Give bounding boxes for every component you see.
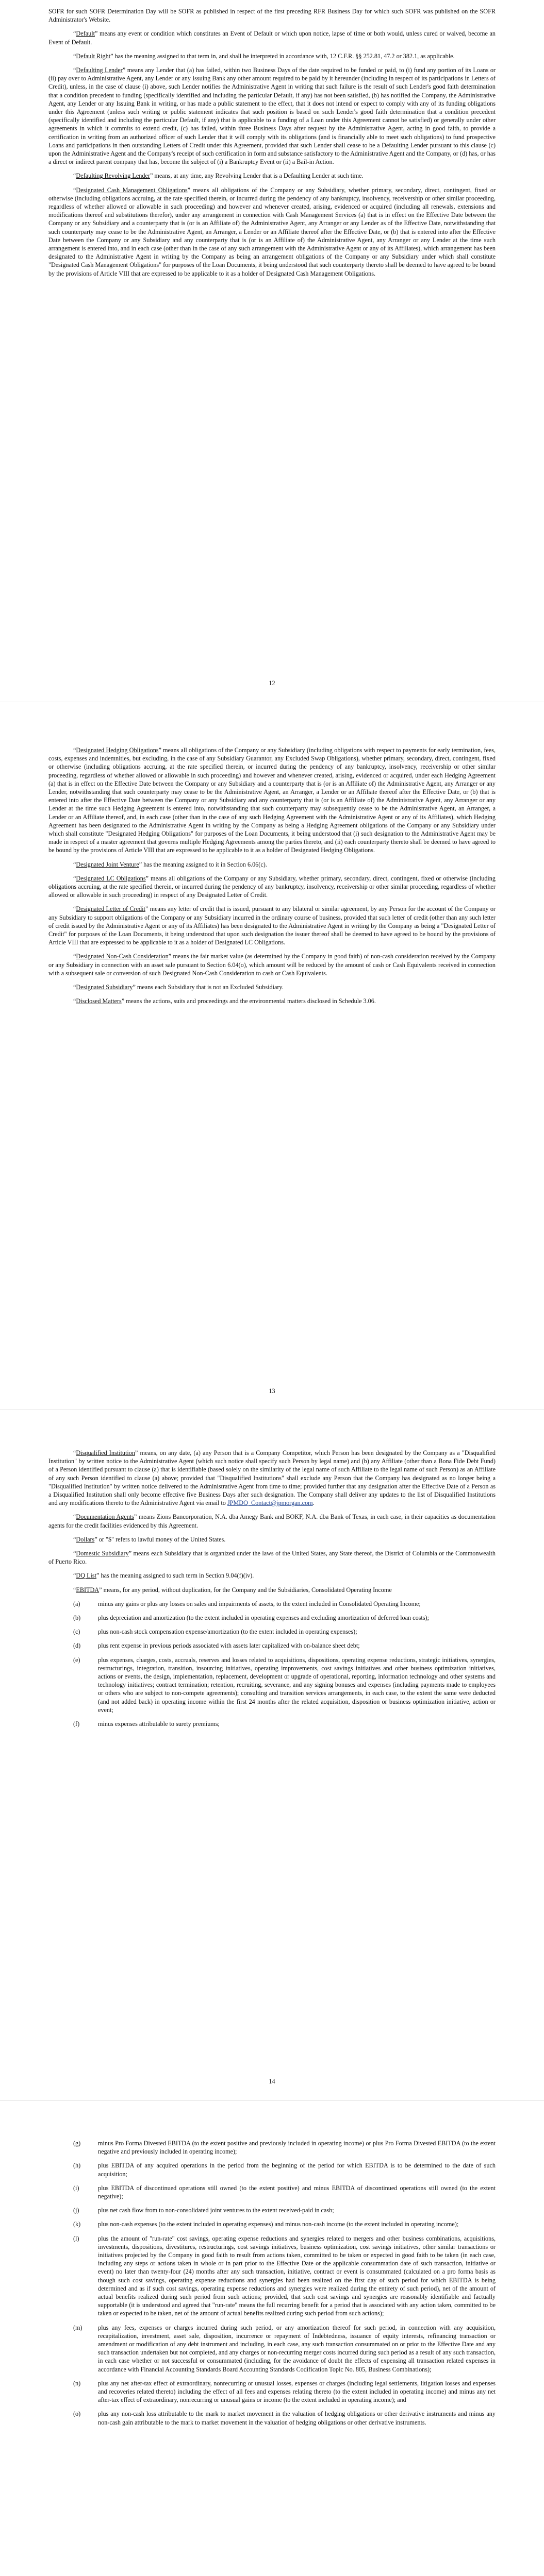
def-default-right: “Default Right” has the meaning assigned to that term in, and shall be interpreted in accordance with, 12 C.F.R. §§ 252.81, 47.2 or 382.1, as applicable. (73, 52, 455, 60)
list-item: (n) plus any net after-tax effect of extraordinary, nonrecurring or unusual losses, expenses or charges (including legal settlements, litigation losses and expenses and recoveries related thereto) including the effect of all fees and expenses relating thereto (to the extent included in operating income) and minus any net after-tax effect of extraordinary, nonrecurring or unusual gains or income (to the extent included in operating income); and (73, 2379, 496, 2404)
def-designated-lc-obligations: “Designated LC Obligations” means all obligations of the Company or any Subsidiary, whether primary, secondary, direct, contingent, fixed or otherwise (including obligations accruing, at the rate specified therein, or incurred during the pendency of any bankruptcy, insolvency, receivership or other similar proceeding, regardless of whether allowed or allowable in such proceeding) in respect of any Designated Letter of Credit. (48, 874, 496, 899)
def-defaulting-revolving-lender: “Defaulting Revolving Lender” means, at any time, any Revolving Lender that is a Defaulting Lender at such time. (73, 172, 364, 180)
def-designated-cash-management: “Designated Cash Management Obligations” means all obligations of the Company or any Subsidiary, whether primary, secondary, direct, contingent, fixed or otherwise (including obligations accruing, at the rate specified therein, or incurred during the pendency of any bankruptcy, insolvency, receivership or other similar proceeding, regardless of whether allowed or allowable in such proceeding) and however and whenever created, arising, evidenced or acquired (including all renewals, extensions and modifications thereof and substitutions therefor), under any arrangement in connection with Cash Management Services (a) that is in effect on the Effective Date between the Company or any Subsidiary and a counterparty that is (or is an Affiliate of) the Administrative Agent, any Arranger or any Lender as of the Effective Date, notwithstanding that such counterparty may cease to be the Administrative Agent, an Arranger, a Lender or an Affiliate thereof after the Effective Date, or (b) that is entered into after the Effective Date between the Company or any Subsidiary and any counterparty that is (or is an Affiliate of) the Administrative Agent, any Arranger or any Lender at the time such arrangement is entered into, and in each case (other than in the case of any such arrangement with the Administrative Agent or any of its Affiliates), which arrangement has been designated to the Administrative Agent in writing by the Company as being an arrangement obligations of the Company or any Subsidiary under which shall constitute "Designated Cash Management Obligations" for purposes of the Loan Documents, it being understood that such counterparty thereto shall be deemed to have agreed to be bound by the provisions of Article VIII that are expressed to be applicable to it as a holder of Designated Cash Management Obligations. (48, 186, 496, 277)
def-disqualified-institution: “Disqualified Institution” means, on any date, (a) any Person that is a Company Competitor, which Person has been designated by the Company as a "Disqualified Institution" by written notice to the Administrative Agent (which such notice shall specify such Person by legal name) and (b) any Affiliate (other than a Bona Fide Debt Fund) of a Person identified pursuant to clause (a) that is identifiable (based solely on the similarity of the legal name of such Affiliate to the legal name of such Person) as an Affiliate of any such Person identified to clause (a) above; provided that "Disqualified Institutions" shall exclude any Person that the Company has designated as no longer being a "Disqualified Institution" by written notice delivered to the Administrative Agent from time to time; provided further that any designation after the Effective Date of a Person as a Disqualified Institution shall only become effective five Business Days after such designation. The Company shall deliver any updates to the list of Disqualified Institutions and any modifications thereto to the Administrative Agent via email to JPMDQ_Contact@jpmorgan.com. (48, 1449, 496, 1507)
page-12 (48, 7, 496, 283)
list-item: (o) plus any non-cash loss attributable to the mark to market movement in the valuation of hedging obligations or other derivative instruments and minus any non-cash gain attributable to the mark to market movement in the valuation of hedging obligations or other derivative instruments. (73, 2410, 496, 2426)
def-designated-jv: “Designated Joint Venture” has the meaning assigned to it in Section 6.06(c). (73, 860, 267, 868)
list-item: (e) plus expenses, charges, costs, accruals, reserves and losses related to acquisitions, dispositions, operating expense reductions, strategic initiatives, synergies, restructurings, integration, transition, insourcing initiatives, operating improvements, cost savings initiatives and other business optimization initiatives, actions or events, the design, implementation, replacement, development or upgrade of operational, reporting, information technology and other systems and technology initiatives; contract termination; retention, recruiting, severance, and any signing bonuses and expenses (including payments made to employees or others who are subject to non-compete agreements); consulting and transition services arrangements, in each case, to the extent the same were deducted (and not added back) in operating income within the first 24 months after the related acquisition, disposition or business optimization initiative, action or event; (73, 1656, 496, 1714)
def-defaulting-lender: “Defaulting Lender” means any Lender that (a) has failed, within two Business Days of the date required to be funded or paid, to (i) fund any portion of its Loans or (ii) pay over to Administrative Agent, any Lender or any Issuing Bank any other amount required to be paid by it hereunder (including in respect of its participations in Letters of Credit), unless, in the case of clause (i) above, such Lender notifies the Administrative Agent in writing that such failure is the result of such Lender's good faith determination that a condition precedent to funding (specifically identified and including the particular Default, if any) has not been satisfied, (b) has notified the Company, the Administrative Agent, any Lender or any Issuing Bank in writing, or has made a public statement to the effect, that it does not intend or expect to comply with any of its funding obligations under this Agreement (unless such writing or public statement indicates that such position is based on such Lender's good faith determination that a condition precedent (specifically identified and including the particular Default, if any) that is applicable to a funding of a Loan under this Agreement cannot be satisfied) or generally under other agreements in which it commits to extend credit, (c) has failed, within three Business Days after request by the Administrative Agent, acting in good faith, to provide a certification in writing from an authorized officer of such Lender that it will comply with its obligations (and is financially able to meet such obligations) to fund prospective Loans and participations in then outstanding Letters of Credit under this Agreement, provided that such Lender shall cease to be a Defaulting Lender pursuant to this clause (c) upon the Administrative Agent and the Company's receipt of such certification in form and substance satisfactory to the Administrative Agent and the Company, or (d) has, or has a direct or indirect parent company that has, become the subject of (i) a Bankruptcy Event or (ii) a Bail-in Action. (48, 66, 496, 166)
list-item: (j) plus net cash flow from to non-consolidated joint ventures to the extent received-paid in cash; (73, 2207, 334, 2214)
def-documentation-agents: “Documentation Agents” means Zions Bancorporation, N.A. dba Amegy Bank and BOKF, N.A. dba Bank of Texas, in each case, in their capacities as documentation agents for the credit facilities evidenced by this Agreement. (48, 1513, 496, 1529)
list-item: (l) plus the amount of "run-rate" cost savings, operating expense reductions and synergies related to mergers and other business combinations, acquisitions, investments, dispositions, divestitures, restructurings, cost savings initiatives, business optimization, cost savings initiatives, other similar transactions or initiatives projected by the Company in good faith to result from actions taken, committed to be taken or expected in good faith to be taken (in each case, including any steps or actions taken in whole or in part prior to the Effective Date or the applicable consummation date of such transaction, initiative or event) no later than twenty-four (24) months after any such transaction, initiative, contract or event is consummated (calculated on a pro forma basis as though such cost savings, operating expense reductions and synergies had been realized on the first day of such period for which EBITDA is being determined and as if such cost savings, operating expense reductions and synergies were realized during the entirety of such period), net of the amount of actual benefits realized during such period from such actions; provided, that such cost savings and synergies are reasonably identifiable and factually supportable (it is understood and agreed that "run-rate" means the full recurring benefit for a period that is associated with any action taken, committed to be taken or expected to be taken, net of the amount of actual benefits realized during such period from such actions); (73, 2234, 496, 2317)
def-designated-letter-of-credit: “Designated Letter of Credit” means any letter of credit that is issued, pursuant to any bilateral or similar agreement, by any Person for the account of the Company or any Subsidiary to support obligations of the Company or any Subsidiary incurred in the ordinary course of business, provided that such letter of credit (other than any such letter of credit issued by the Administrative Agent or any of its Affiliates) has been designated to the Administrative Agent in writing by the Company as being a "Designated Letter of Credit" for purposes of the Loan Documents, it being understood that upon such designation the issuer thereof shall be deemed to have agreed to be bound by the provisions of Article VIII that are expressed to be applicable to it as a holder of Designated LC Obligations. (48, 905, 496, 946)
page-13 (48, 746, 496, 1011)
list-item: (c) plus non-cash stock compensation expense/amortization (to the extent included in operating expenses); (73, 1628, 357, 1636)
list-item: (b) plus depreciation and amortization (to the extent included in operating expenses and excluding amortization of deferred loan costs); (73, 1614, 429, 1622)
list-item: (g) minus Pro Forma Divested EBITDA (to the extent positive and previously included in operating income) or plus Pro Forma Divested EBITDA (to the extent negative and previously included in operating income); (73, 2140, 496, 2156)
def-dq-list: “DQ List” has the meaning assigned to such term in Section 9.04(f)(iv). (73, 1572, 254, 1580)
def-dollars: “Dollars” or "$" refers to lawful money of the United States. (73, 1535, 226, 1543)
page-15 (48, 2139, 496, 2432)
def-domestic-subsidiary: “Domestic Subsidiary” means each Subsidiary that is organized under the laws of the United States, any State thereof, the District of Columbia or the Commonwealth of Puerto Rico. (48, 1550, 496, 1566)
list-item: (h) plus EBITDA of any acquired operations in the period from the beginning of the period for which EBITDA is to be determined to the date of such acquisition; (73, 2162, 496, 2178)
list-item: (d) plus rent expense in previous periods associated with assets later capitalized with on-balance sheet debt; (73, 1642, 360, 1650)
sofr-intro: SOFR for such SOFR Determination Day will be SOFR as published in respect of the first preceding RFR Business Day for which such SOFR was published on the SOFR Administrator's Website. (48, 8, 496, 24)
page-number: 13 (269, 1387, 275, 1395)
list-item: (f) minus expenses attributable to surety premiums; (73, 1720, 220, 1728)
list-item: (a) minus any gains or plus any losses on sales and impairments of assets, to the extent included in Consolidated Operating Income; (73, 1600, 421, 1607)
page-14 (48, 1449, 496, 1734)
def-default: “Default” means any event or condition which constitutes an Event of Default or which upon notice, lapse of time or both would, unless cured or waived, become an Event of Default. (48, 30, 496, 46)
list-item: (m) plus any fees, expenses or charges incurred during such period, or any amortization thereof for such period, in connection with any acquisition, recapitalization, investment, asset sale, disposition, incurrence or repayment of Indebtedness, issuance of equity interests, refinancing transaction or amendment or modification of any debt instrument and including, in each case, any such transaction consummated on or prior to the Effective Date and any such transaction undertaken but not completed, and any charges or non-recurring merger costs incurred during such period as a result of any such transaction, in each case whether or not successful or consummated (including, for the avoidance of doubt the effects of expensing all transaction related expenses in accordance with Financial Accounting Standards Board Accounting Standards Codification Topic No. 805, Business Combinations); (73, 2324, 496, 2373)
page-number: 12 (269, 680, 275, 687)
def-disclosed-matters: “Disclosed Matters” means the actions, suits and proceedings and the environmental matters disclosed in Schedule 3.06. (73, 997, 376, 1005)
ebitda-items-a (48, 1600, 496, 1728)
dq-contact-email-link[interactable]: JPMDQ_Contact@jpmorgan.com (227, 1499, 313, 1507)
ebitda-items-b (48, 2139, 496, 2427)
def-designated-hedging: “Designated Hedging Obligations” means all obligations of the Company or any Subsidiary (including obligations with respect to payments for early termination, fees, costs, expenses and indemnities, but excluding, in the case of any Subsidiary Guarantor, any Excluded Swap Obligations), whether primary, secondary, direct, contingent, fixed or otherwise (including obligations accruing, at the rate specified therein, or incurred during the pendency of any bankruptcy, insolvency, receivership or other similar proceeding, regardless of whether allowed or allowable in such proceeding) and however and whenever created, arising, evidenced or acquired, under each Hedging Agreement (a) that is in effect on the Effective Date between the Company or any Subsidiary and a counterparty that is (or is an Affiliate of) the Administrative Agent, any Arranger or any Lender, notwithstanding that such counterparty may cease to be the Administrative Agent, an Arranger, a Lender or an Affiliate thereof after the Effective Date, or (b) that is entered into after the Effective Date between the Company or any Subsidiary and any counterparty that is (or is an Affiliate of) the Administrative Agent, any Arranger or any Lender at the time such Hedging Agreement is entered into, notwithstanding that such counterparty may subsequently cease to be the Administrative Agent, an Arranger, a Lender or an Affiliate thereof, and, in each case (other than in the case of any such Hedging Agreement with the Administrative Agent or any of its Affiliates), which Hedging Agreement has been designated to the Administrative Agent in writing by the Company as being a Hedging Agreement obligations of the Company or any Subsidiary under which shall constitute "Designated Hedging Obligations" for purposes of the Loan Documents, it being understood that (i) such designation to the Administrative Agent may be made in respect of a master agreement that governs multiple Hedging Agreements among the parties thereto, and (ii) each counterparty thereto shall be deemed to have agreed to be bound by the provisions of Article VIII that are expressed to be applicable to it as a holder of Designated Hedging Obligations. (48, 747, 496, 854)
page-number: 14 (269, 2078, 275, 2085)
def-designated-subsidiary: “Designated Subsidiary” means each Subsidiary that is not an Excluded Subsidiary. (73, 984, 284, 991)
list-item: (i) plus EBITDA of discontinued operations still owned (to the extent positive) and minus EBITDA of discontinued operations still owned (to the extent negative); (73, 2184, 496, 2200)
def-ebitda: “EBITDA” means, for any period, without duplication, for the Company and the Subsidiaries, Consolidated Operating Income (73, 1586, 392, 1594)
list-item: (k) plus non-cash expenses (to the extent included in operating expenses) and minus non-cash income (to the extent included in operating income); (73, 2221, 459, 2228)
def-designated-non-cash: “Designated Non-Cash Consideration” means the fair market value (as determined by the Company in good faith) of non-cash consideration received by the Company or any Subsidiary in connection with an asset sale pursuant to Section 6.04(o), which amount will be reduced by the amount of cash or Cash Equivalents received in connection with a subsequent sale or conversion of such Designated Non-Cash Consideration to cash or Cash Equivalents. (48, 953, 496, 977)
